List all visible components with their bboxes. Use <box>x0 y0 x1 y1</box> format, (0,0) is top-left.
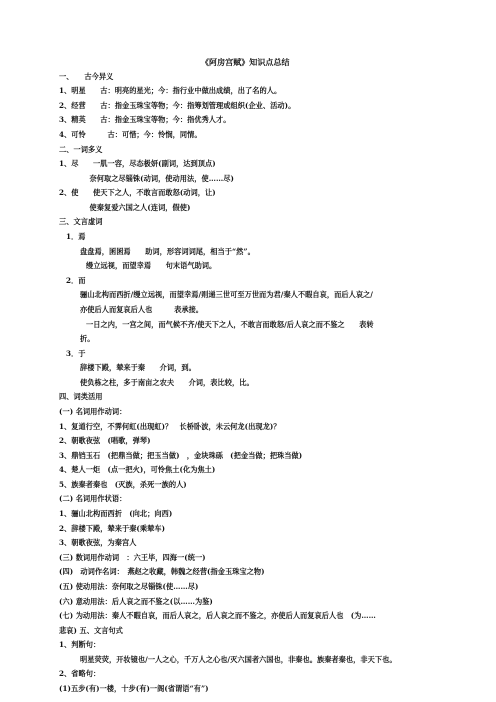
subheading: 2、省略句： <box>59 669 101 679</box>
text-line: 3、鼎铛玉石 (把鼎当做；把玉当做) ，金块珠砾 (把金当做；把珠当做) <box>59 450 303 460</box>
text-line: 1、复道行空，不霁何虹(出现虹)？ 长桥卧波，未云何龙(出现龙)？ <box>59 421 281 431</box>
text-line: 2、辞楼下殿，辇来于秦(乘辇车) <box>59 523 166 533</box>
text-line: 骊山北构而西折/缦立远视，而望幸焉/则递三世可至万世而为君/秦人不暇自哀，而后人哀之/ <box>80 290 373 300</box>
text-line: 2、经营 古：指金玉珠宝等物；今：指筹划管理或组织(企业、活动)。 <box>59 100 296 110</box>
text-line: (五) 使动用法：奈何取之尽锱铢(使……尽) <box>59 581 199 591</box>
text-line: 4、可怜 古：可惜；今：怜悯，同情。 <box>59 129 202 139</box>
text-line: 3、朝歌夜弦，为秦宫人 <box>59 538 137 548</box>
text-line: (七) 为动用法：秦人不暇自哀，而后人哀之，后人哀之而不鉴之，亦使后人而复哀后人也 (为…… <box>59 611 376 621</box>
subheading: (一) 名词用作动词： <box>59 407 127 416</box>
text-line: 辞楼下殿，辇来于秦 介词，到。 <box>80 363 196 373</box>
text-line: 1、尽 一肌一容，尽态极妍(副词，达到顶点) <box>59 159 216 169</box>
text-line: 盘盘焉，囷囷焉 助词，形容词词尾，相当于“然”。 <box>80 246 255 256</box>
text-line: 2、朝歌夜弦 (唱歌，弹琴) <box>59 436 151 446</box>
text-line: (三) 数词用作动词 ：六王毕，四海一(统一) <box>59 552 206 562</box>
section-heading: 三、文言虚词 <box>59 217 103 227</box>
text-line: 3、精英 古：指金玉珠宝等物；今：指优秀人才。 <box>59 115 231 125</box>
section-heading: 四、词类活用 <box>59 392 103 402</box>
subheading: 1、判断句： <box>59 640 101 650</box>
text-line: 悲哀) 五、文言句式 <box>59 625 123 635</box>
subheading: 3．于 <box>66 348 86 358</box>
text-line: 一日之内，一宫之间，而气候不齐/使天下之人，不敢言而敢怒/后人哀之而不鉴之 表转 <box>86 319 374 329</box>
text-line: (六) 意动用法：后人哀之而不鉴之(以……为鉴) <box>59 596 213 606</box>
text-line: 2、使 使天下之人，不敢言而敢怒(动词，让) <box>59 188 216 198</box>
text-line: 亦使后人而复哀后人也 表承接。 <box>80 304 204 314</box>
text-line: 使负栋之柱，多于南亩之农夫 介词，表比较，比。 <box>80 377 254 387</box>
subheading: 1．焉 <box>66 232 86 241</box>
section-heading: 二、一词多义 <box>59 144 103 154</box>
subheading: 2．而 <box>66 275 86 285</box>
document-title: 《阿房宫赋》知识点总结 <box>201 57 290 67</box>
text-line: 明星荧荧，开妆镜也/一人之心，千万人之心也/灭六国者六国也，非秦也。族秦者秦也，非天下也。 <box>80 654 397 664</box>
text-line: 1、明星 古：明亮的星光；今：指行业中做出成绩，出了名的人。 <box>59 86 282 96</box>
text-line: 缦立远视，而望幸焉 句末语气助词。 <box>86 261 217 271</box>
text-line: 1、骊山北构而西折 (向北；向西) <box>59 509 173 518</box>
text-line: 4、楚人一炬 (点一把火)，可怜焦土(化为焦土) <box>59 465 216 475</box>
text-line: (1)五步(有)一楼，十步(有)一阁(省谓语“有”) <box>59 684 209 693</box>
section-heading: 一、 古今异义 <box>59 71 114 81</box>
subheading: (二) 名词用作状语： <box>59 494 127 504</box>
text-line: (四) 动词作名词： 燕赵之收藏，韩魏之经营(指金玉珠宝之物) <box>59 567 265 577</box>
text-line: 奈何取之尽锱铢(动词，使动用法，使……尽) <box>75 173 234 183</box>
text-line: 折。 <box>80 334 95 343</box>
text-line: 5、族秦者秦也 (灭族，杀死一族的人) <box>59 479 187 489</box>
text-line: 使秦复爱六国之人(连词，假使) <box>75 202 191 212</box>
